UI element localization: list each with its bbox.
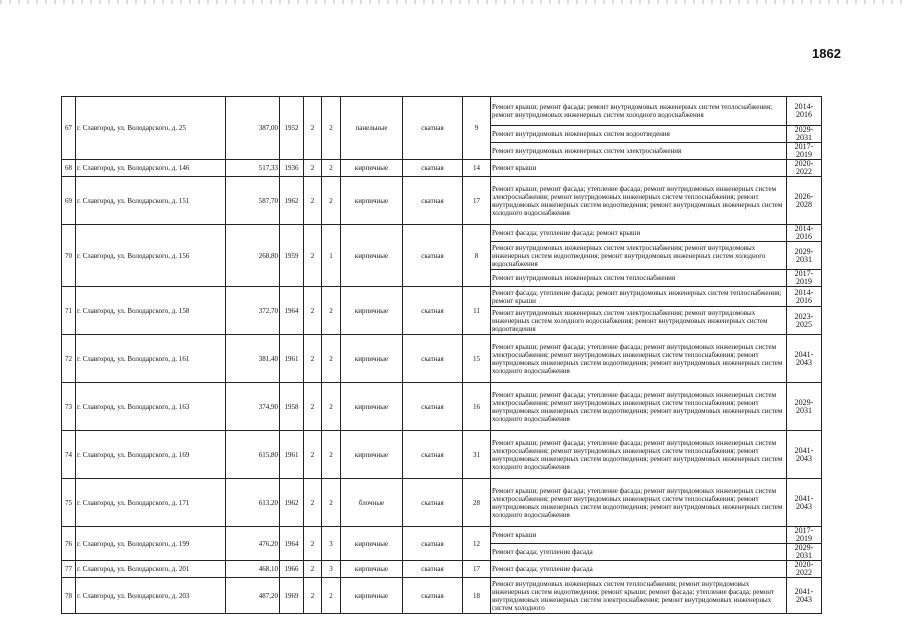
repair-works-cell: Ремонт крыши; ремонт фасада; утепление фасада; ремонт внутридомовых инженерных систем электроснабжения; ремонт внутридомовых инженерных систем теплоснабжения; ремонт внутридомовых инженерных систем водоотведения; ремонт внутридомовых инженерных систем холодного водоснабжения (491, 383, 787, 431)
flats-cell: 8 (463, 225, 491, 287)
floors-cell: 2 (304, 177, 322, 225)
roof-type-cell: скатная (403, 335, 463, 383)
area-cell: 476,20 (226, 527, 280, 561)
repair-works-cell: Ремонт внутридомовых инженерных систем теплоснабжения; ремонт внутридомовых инженерных систем водоотведения; ремонт крыши; ремонт фасада; утепление фасада; ремонт внутридомовых инженерных систем электроснабжения; ремонт внутридомовых инженерных систем холодного (491, 578, 787, 614)
repair-works-cell: Ремонт фасада; утепление фасада (491, 561, 787, 578)
roof-type-cell: скатная (403, 225, 463, 287)
flats-cell: 31 (463, 431, 491, 479)
floors-cell: 2 (304, 561, 322, 578)
flats-cell: 16 (463, 383, 491, 431)
year-cell: 1962 (280, 177, 304, 225)
repair-works-cell: Ремонт фасада; утепление фасада; ремонт внутридомовых инженерных систем теплоснабжения; ремонт крыши (491, 287, 787, 307)
floors-cell: 2 (304, 431, 322, 479)
flats-cell: 14 (463, 160, 491, 177)
floors-cell: 2 (304, 527, 322, 561)
entrances-cell: 2 (322, 383, 341, 431)
flats-cell: 15 (463, 335, 491, 383)
entrances-cell: 2 (322, 578, 341, 614)
address-cell: г. Славгород, ул. Володарского, д. 151 (76, 177, 226, 225)
roof-type-cell: скатная (403, 177, 463, 225)
entrances-cell: 3 (322, 527, 341, 561)
wall-material-cell: кирпичные (341, 225, 403, 287)
row-number: 69 (62, 177, 76, 225)
repair-works-cell: Ремонт крыши; ремонт фасада; утепление фасада; ремонт внутридомовых инженерных систем электроснабжения; ремонт внутридомовых инженерных систем теплоснабжения; ремонт внутридомовых инженерных систем водоотведения; ремонт внутридомовых инженерных систем холодного водоснабжения (491, 479, 787, 527)
entrances-cell: 2 (322, 287, 341, 335)
entrances-cell: 2 (322, 431, 341, 479)
period-cell: 2014-2016 (787, 97, 822, 126)
repair-works-cell: Ремонт внутридомовых инженерных систем теплоснабжения (491, 270, 787, 287)
period-cell: 2017-2019 (787, 527, 822, 544)
roof-type-cell: скатная (403, 431, 463, 479)
housing-repair-table (61, 96, 822, 614)
wall-material-cell: кирпичные (341, 160, 403, 177)
year-cell: 1961 (280, 431, 304, 479)
row-number: 70 (62, 225, 76, 287)
row-number: 68 (62, 160, 76, 177)
address-cell: г. Славгород, ул. Володарского, д. 203 (76, 578, 226, 614)
wall-material-cell: кирпичные (341, 335, 403, 383)
repair-works-cell: Ремонт крыши; ремонт фасада; утепление фасада; ремонт внутридомовых инженерных систем электроснабжения; ремонт внутридомовых инженерных систем теплоснабжения; ремонт внутридомовых инженерных систем водоотведения; ремонт внутридомовых инженерных систем холодного водоснабжения (491, 431, 787, 479)
flats-cell: 17 (463, 177, 491, 225)
area-cell: 517,33 (226, 160, 280, 177)
row-number: 78 (62, 578, 76, 614)
wall-material-cell: кирпичные (341, 287, 403, 335)
address-cell: г. Славгород, ул. Володарского, д. 161 (76, 335, 226, 383)
area-cell: 613,20 (226, 479, 280, 527)
flats-cell: 17 (463, 561, 491, 578)
wall-material-cell: блочные (341, 479, 403, 527)
area-cell: 374,90 (226, 383, 280, 431)
row-number: 75 (62, 479, 76, 527)
wall-material-cell: кирпичные (341, 177, 403, 225)
area-cell: 268,80 (226, 225, 280, 287)
period-cell: 2029-2031 (787, 383, 822, 431)
address-cell: г. Славгород, ул. Володарского, д. 171 (76, 479, 226, 527)
repair-works-cell: Ремонт крыши; ремонт фасада; ремонт внутридомовых инженерных систем теплоснабжения; ремонт внутридомовых инженерных систем холодного водоснабжения (491, 97, 787, 126)
period-cell: 2020-2022 (787, 561, 822, 578)
wall-material-cell: кирпичные (341, 383, 403, 431)
period-cell: 2029-2031 (787, 242, 822, 270)
wall-material-cell: кирпичные (341, 578, 403, 614)
period-cell: 2029-2031 (787, 126, 822, 143)
floors-cell: 2 (304, 335, 322, 383)
address-cell: г. Славгород, ул. Володарского, д. 163 (76, 383, 226, 431)
area-cell: 372,70 (226, 287, 280, 335)
entrances-cell: 2 (322, 177, 341, 225)
flats-cell: 18 (463, 578, 491, 614)
table-row (62, 177, 822, 225)
table-row (62, 527, 822, 544)
row-number: 74 (62, 431, 76, 479)
entrances-cell: 2 (322, 97, 341, 160)
floors-cell: 2 (304, 383, 322, 431)
address-cell: г. Славгород, ул. Володарского, д. 25 (76, 97, 226, 160)
wall-material-cell: кирпичные (341, 431, 403, 479)
roof-type-cell: скатная (403, 578, 463, 614)
floors-cell: 2 (304, 578, 322, 614)
area-cell: 587,70 (226, 177, 280, 225)
table-row (62, 431, 822, 479)
year-cell: 1964 (280, 527, 304, 561)
wall-material-cell: кирпичные (341, 527, 403, 561)
flats-cell: 11 (463, 287, 491, 335)
area-cell: 387,00 (226, 97, 280, 160)
repair-works-cell: Ремонт крыши; ремонт фасада; утепление фасада; ремонт внутридомовых инженерных систем электроснабжения; ремонт внутридомовых инженерных систем теплоснабжения; ремонт внутридомовых инженерных систем водоотведения; ремонт внутридомовых инженерных систем холодного водоснабжения (491, 335, 787, 383)
entrances-cell: 3 (322, 561, 341, 578)
table-row (62, 160, 822, 177)
year-cell: 1958 (280, 383, 304, 431)
period-cell: 2014-2016 (787, 287, 822, 307)
address-cell: г. Славгород, ул. Володарского, д. 201 (76, 561, 226, 578)
roof-type-cell: скатная (403, 561, 463, 578)
flats-cell: 9 (463, 97, 491, 160)
wall-material-cell: панельные (341, 97, 403, 160)
row-number: 67 (62, 97, 76, 160)
scan-artifact (0, 0, 904, 4)
address-cell: г. Славгород, ул. Володарского, д. 169 (76, 431, 226, 479)
roof-type-cell: скатная (403, 527, 463, 561)
year-cell: 1952 (280, 97, 304, 160)
repair-works-cell: Ремонт крыши (491, 160, 787, 177)
floors-cell: 2 (304, 225, 322, 287)
floors-cell: 2 (304, 160, 322, 177)
table-row (62, 225, 822, 242)
area-cell: 487,20 (226, 578, 280, 614)
roof-type-cell: скатная (403, 383, 463, 431)
period-cell: 2041-2043 (787, 431, 822, 479)
period-cell: 2014-2016 (787, 225, 822, 242)
entrances-cell: 1 (322, 225, 341, 287)
table-row (62, 287, 822, 307)
entrances-cell: 2 (322, 160, 341, 177)
period-cell: 2041-2043 (787, 578, 822, 614)
row-number: 71 (62, 287, 76, 335)
period-cell: 2026-2028 (787, 177, 822, 225)
wall-material-cell: кирпичные (341, 561, 403, 578)
period-cell: 2017-2019 (787, 143, 822, 160)
floors-cell: 2 (304, 479, 322, 527)
table-row (62, 335, 822, 383)
year-cell: 1936 (280, 160, 304, 177)
period-cell: 2029-2031 (787, 544, 822, 561)
roof-type-cell: скатная (403, 97, 463, 160)
repair-works-cell: Ремонт фасада; утепление фасада; ремонт крыши (491, 225, 787, 242)
repair-works-cell: Ремонт внутридомовых инженерных систем электроснабжения; ремонт внутридомовых инженерных систем водоотведения; ремонт внутридомовых инженерных систем холодного водоснабжения (491, 242, 787, 270)
repair-works-cell: Ремонт внутридомовых инженерных систем водоотведения (491, 126, 787, 143)
year-cell: 1961 (280, 335, 304, 383)
table-row (62, 578, 822, 614)
year-cell: 1969 (280, 578, 304, 614)
repair-works-cell: Ремонт крыши (491, 527, 787, 544)
row-number: 76 (62, 527, 76, 561)
area-cell: 468,10 (226, 561, 280, 578)
year-cell: 1966 (280, 561, 304, 578)
roof-type-cell: скатная (403, 479, 463, 527)
area-cell: 381,40 (226, 335, 280, 383)
row-number: 73 (62, 383, 76, 431)
table-row (62, 383, 822, 431)
repair-works-cell: Ремонт внутридомовых инженерных систем электроснабжения (491, 143, 787, 160)
period-cell: 2023-2025 (787, 307, 822, 335)
flats-cell: 12 (463, 527, 491, 561)
address-cell: г. Славгород, ул. Володарского, д. 156 (76, 225, 226, 287)
period-cell: 2017-2019 (787, 270, 822, 287)
year-cell: 1959 (280, 225, 304, 287)
area-cell: 615,80 (226, 431, 280, 479)
address-cell: г. Славгород, ул. Володарского, д. 199 (76, 527, 226, 561)
repair-works-cell: Ремонт внутридомовых инженерных систем электроснабжения; ремонт внутридомовых инженерных систем холодного водоснабжения; ремонт внутридомовых инженерных систем водоотведения (491, 307, 787, 335)
table-row (62, 479, 822, 527)
table-row (62, 97, 822, 126)
table-body (62, 97, 822, 614)
flats-cell: 28 (463, 479, 491, 527)
page-number: 1862 (812, 46, 841, 61)
entrances-cell: 2 (322, 335, 341, 383)
period-cell: 2041-2043 (787, 479, 822, 527)
address-cell: г. Славгород, ул. Володарского, д. 158 (76, 287, 226, 335)
repair-works-cell: Ремонт крыши; ремонт фасада; утепление фасада; ремонт внутридомовых инженерных систем электроснабжения; ремонт внутридомовых инженерных систем теплоснабжения; ремонт внутридомовых инженерных систем водоотведения; ремонт внутридомовых инженерных систем холодного водоснабжения (491, 177, 787, 225)
roof-type-cell: скатная (403, 287, 463, 335)
period-cell: 2041-2043 (787, 335, 822, 383)
repair-works-cell: Ремонт фасада; утепление фасада (491, 544, 787, 561)
address-cell: г. Славгород, ул. Володарского, д. 146 (76, 160, 226, 177)
floors-cell: 2 (304, 287, 322, 335)
year-cell: 1962 (280, 479, 304, 527)
period-cell: 2020-2022 (787, 160, 822, 177)
row-number: 77 (62, 561, 76, 578)
table-row (62, 561, 822, 578)
roof-type-cell: скатная (403, 160, 463, 177)
year-cell: 1964 (280, 287, 304, 335)
entrances-cell: 2 (322, 479, 341, 527)
row-number: 72 (62, 335, 76, 383)
floors-cell: 2 (304, 97, 322, 160)
